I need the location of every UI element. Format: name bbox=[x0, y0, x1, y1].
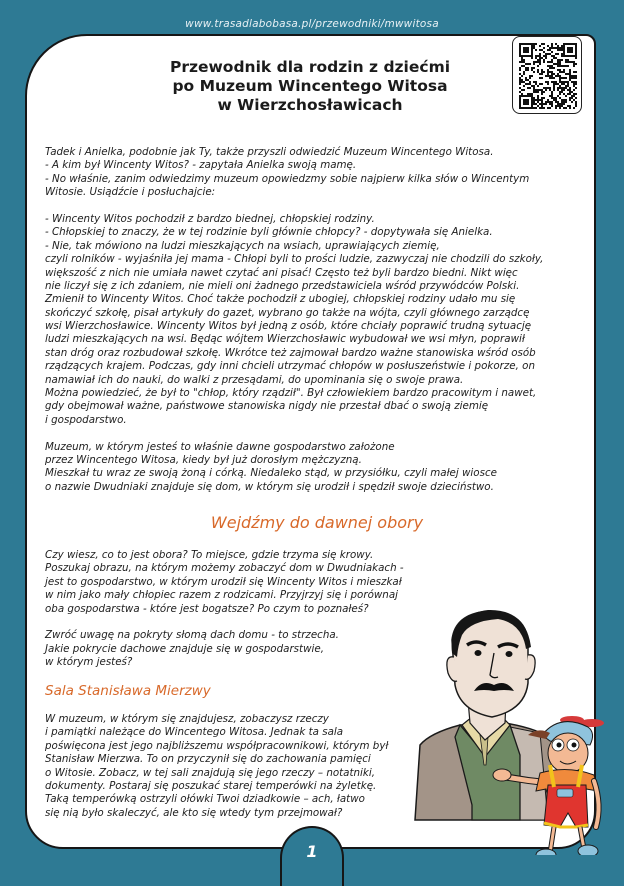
text-line: Tadek i Anielka, podobnie jak Ty, także przyszli odwiedzić Muzeum Wincentego Witosa. bbox=[45, 146, 494, 158]
section-obora-text bbox=[45, 549, 404, 670]
text-line: Zmienił to Wincenty Witos. Choć także pochodził z ubogiej, chłopskiej rodziny udało mu się bbox=[45, 293, 516, 306]
title-line: po Muzeum Wincentego Witosa bbox=[172, 77, 448, 95]
witos-portrait bbox=[415, 610, 552, 820]
witos-and-bobas-illustration bbox=[410, 605, 624, 855]
section-heading-mierzwa: Sala Stanisława Mierzwy bbox=[45, 683, 211, 699]
text-line: przez Wincentego Witosa, kiedy był już dorosłym mężczyzną. bbox=[45, 453, 362, 466]
text-line: - Wincenty Witos pochodził z bardzo biednej, chłopskiej rodziny. bbox=[45, 212, 375, 225]
text-line: dokumenty. Postaraj się poszukać starej temperówki na żyletkę. bbox=[45, 779, 377, 792]
text-line: i pamiątki należące do Wincentego Witosa. Jednak ta sala bbox=[45, 726, 344, 739]
text-line: stan dróg oraz rozbudował szkołę. Wkrótce też zajmował bardzo ważne stanowiska wśród osób bbox=[45, 346, 536, 359]
page-title bbox=[150, 58, 470, 115]
qr-code bbox=[512, 36, 582, 114]
text-line: W muzeum, w którym się znajdujesz, zobaczysz rzeczy bbox=[45, 713, 329, 725]
text-line: Jakie pokrycie dachowe znajduje się w gospodarstwie, bbox=[45, 642, 324, 655]
text-line: - Chłopskiej to znaczy, że w tej rodzinie byli głównie chłopcy? - dopytywała się Anielka. bbox=[45, 226, 493, 239]
text-line: większość z nich nie umiała nawet czytać ani pisać! Często też byli bardzo biedni. Nikt więc bbox=[45, 266, 518, 279]
text-line: i gospodarstwo. bbox=[45, 413, 127, 426]
text-line: - Nie, tak mówiono na ludzi mieszkających na wsiach, uprawiających ziemię, bbox=[45, 239, 440, 252]
text-line: Mieszkał tu wraz ze swoją żoną i córką. Niedaleko stąd, w przysiółku, czyli małej wiosce bbox=[45, 467, 497, 480]
text-line: wsi Wierzchosławice. Wincenty Witos był jedną z osób, które chciały poprawić trudną sytuację bbox=[45, 320, 532, 333]
text-line: - A kim był Wincenty Witos? - zapytała Anielka swoją mamę. bbox=[45, 159, 357, 172]
text-line: jest to gospodarstwo, w którym urodził się Wincenty Witos i mieszkał bbox=[45, 575, 402, 588]
text-line: w nim jako mały chłopiec razem z rodzicami. Przyjrzyj się i porównaj bbox=[45, 589, 398, 602]
text-line: o Witosie. Zobacz, w tej sali znajdują się jego rzeczy – notatniki, bbox=[45, 766, 376, 779]
title-line: Przewodnik dla rodzin z dziećmi bbox=[169, 58, 451, 76]
text-line: czyli rolników - wyjaśniła jej mama - Chłopi byli to prości ludzie, zazwyczaj nie chodzili do szkoły, bbox=[45, 253, 544, 266]
text-line: rządzących krajem. Podczas, gdy inni chcieli utrzymać chłopów w posłuszeństwie i pokorze, on bbox=[45, 360, 535, 373]
text-line: ludzi mieszkających na wsi. Będąc wójtem Wierzchosławic wybudował we wsi młyn, poprawił bbox=[45, 333, 525, 346]
website-url[interactable]: www.trasadlabobasa.pl/przewodniki/mwwitosa bbox=[185, 18, 439, 30]
text-line: nie liczył się z ich zdaniem, nie mieli oni żadnego przedstawiciela wśród przywódców Polski. bbox=[45, 279, 520, 292]
text-line: skończyć szkołę, pisał artykuły do gazet, wybrano go także na wójta, czyli głównego zarządcę bbox=[45, 306, 530, 319]
paragraph-gap bbox=[45, 200, 543, 213]
text-line: się nią było skaleczyć, ale kto się wtedy tym przejmował? bbox=[45, 806, 343, 819]
text-line: Witosie. Usiądźcie i posłuchajcie: bbox=[45, 186, 216, 199]
qr-code-icon bbox=[519, 43, 577, 109]
paragraph-gap bbox=[45, 427, 543, 440]
page-number: 1 bbox=[306, 842, 318, 861]
text-line: Zwróć uwagę na pokryty słomą dach domu - to strzecha. bbox=[45, 629, 339, 642]
text-line: Czy wiesz, co to jest obora? To miejsce, gdzie trzyma się krowy. bbox=[45, 549, 374, 561]
text-line: Poszukaj obrazu, na którym możemy zobaczyć dom w Dwudniakach - bbox=[45, 562, 404, 575]
text-line: Taką temperówką ostrzyli ołówki Twoi dziadkowie – ach, łatwo bbox=[45, 793, 365, 806]
text-line: w którym jesteś? bbox=[45, 656, 133, 669]
text-line: - No właśnie, zanim odwiedzimy muzeum opowiedzmy sobie najpierw kilka słów o Wincentym bbox=[45, 172, 530, 185]
text-line: Stanisław Mierzwa. To on przyczynił się do zachowania pamięci bbox=[45, 753, 371, 766]
section-heading-obora: Wejdźmy do dawnej obory bbox=[210, 513, 424, 532]
intro-text bbox=[45, 146, 543, 494]
text-line: o nazwie Dwudniaki znajduje się dom, w którym się urodził i spędził swoje dzieciństwo. bbox=[45, 480, 494, 493]
text-line: oba gospodarstwa - które jest bogatsze? Po czym to poznałeś? bbox=[45, 602, 369, 615]
text-line: namawiał ich do nauki, do walki z przesądami, do upominania się o swoje prawa. bbox=[45, 373, 464, 386]
text-line: Można powiedzieć, że był to "chłop, który rządził". Był człowiekiem bardzo pracowitym i nawet, bbox=[45, 387, 537, 400]
paragraph-gap bbox=[45, 616, 404, 629]
title-line: w Wierzchosławicach bbox=[217, 96, 403, 114]
text-line: Muzeum, w którym jesteś to właśnie dawne gospodarstwo założone bbox=[45, 440, 395, 453]
section-mierzwa-text bbox=[45, 713, 388, 820]
text-line: poświęcona jest jego najbliższemu współpracownikowi, którym był bbox=[45, 739, 389, 752]
text-line: gdy obejmował ważne, państwowe stanowiska nigdy nie przestał dbać o swoją ziemię bbox=[45, 400, 489, 413]
